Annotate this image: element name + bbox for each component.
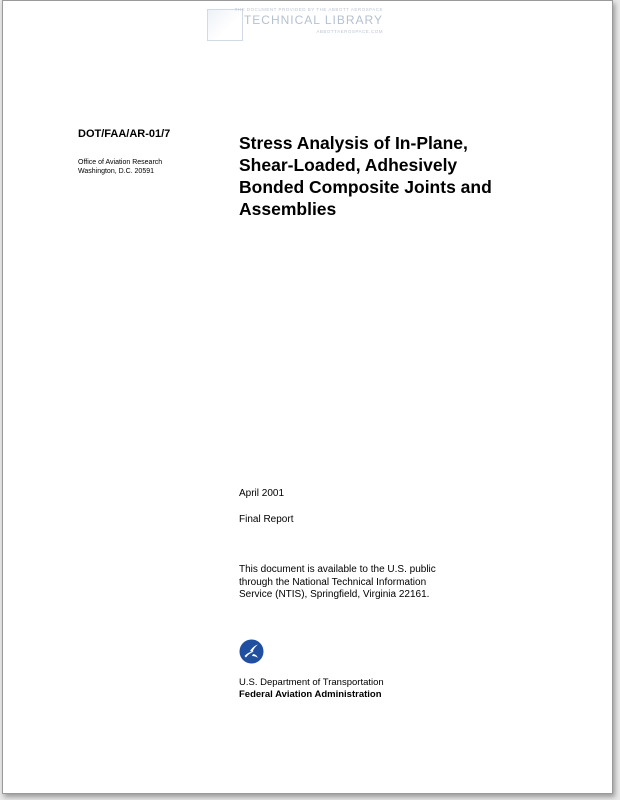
watermark-subtitle: THE DOCUMENT PROVIDED BY THE ABBOTT AEROSPACE [234,7,383,12]
title-line: Shear-Loaded, Adhesively [239,155,458,175]
title-line: Stress Analysis of In-Plane, [239,133,468,153]
agency-block [239,677,384,701]
report-number: DOT/FAA/AR-01/7 [78,128,171,140]
department-name: U.S. Department of Transportation [239,677,384,688]
availability-line: Service (NTIS), Springfield, Virginia 22161. [239,589,430,600]
availability-statement [239,564,436,602]
office-address [78,158,162,176]
administration-name: Federal Aviation Administration [239,689,382,700]
report-title [239,132,569,220]
office-line: Office of Aviation Research [78,159,163,166]
report-type: Final Report [239,514,294,525]
dot-logo-icon [239,639,264,664]
office-line: Washington, D.C. 20591 [78,168,155,175]
availability-line: through the National Technical Information [239,576,427,588]
watermark-url: ABBOTTAEROSPACE.COM [316,29,383,34]
title-line: Bonded Composite Joints and [239,177,492,197]
watermark-title: TECHNICAL LIBRARY [243,13,383,27]
report-date: April 2001 [239,488,285,499]
availability-line: This document is available to the U.S. public [239,564,436,575]
technical-library-watermark [203,5,383,45]
document-page [2,0,613,794]
title-line: Assemblies [239,199,337,219]
